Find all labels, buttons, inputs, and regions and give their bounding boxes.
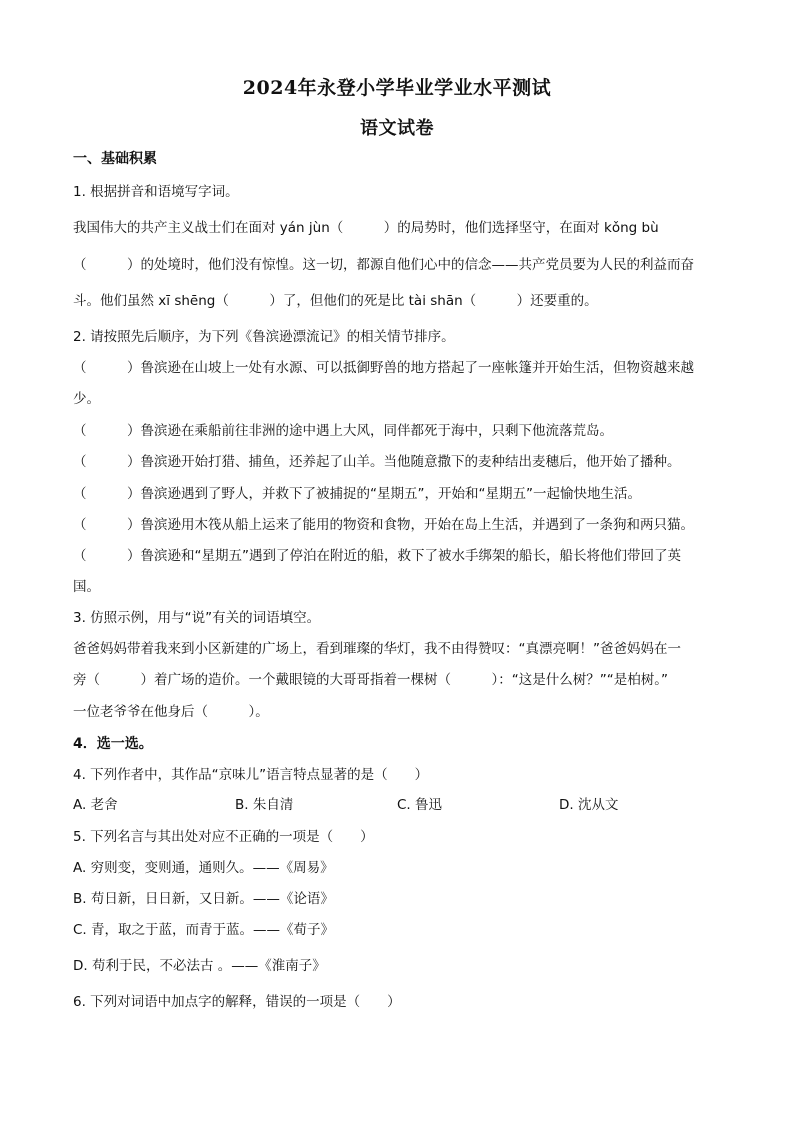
section-heading-choose: 4．选一选。 (73, 736, 153, 752)
question-2-item: （ ）鲁滨逊用木筏从船上运来了能用的物资和食物，开始在岛上生活，并遇到了一条狗和两只猫。 (73, 517, 694, 533)
question-3-stem: 3. 仿照示例，用与“说”有关的词语填空。 (73, 610, 321, 626)
question-2-item: （ ）鲁滨逊开始打猎、捕鱼，还养起了山羊。当他随意撒下的麦种结出麦穗后，他开始了播种。 (73, 454, 681, 470)
question-3-text-line: 一位老爷爷在他身后（ ）。 (73, 704, 269, 720)
question-6-stem: 6. 下列对词语中加点字的解释，错误的一项是（ ） (73, 994, 401, 1010)
question-5-stem: 5. 下列名言与其出处对应不正确的一项是（ ） (73, 829, 374, 845)
question-5-option-c: C. 青，取之于蓝，而青于蓝。——《荀子》 (73, 922, 335, 938)
question-1-text-line: 我国伟大的共产主义战士们在面对 yán jùn（ ）的局势时，他们选择坚守，在面对 kǒng bù (73, 220, 659, 236)
question-2-item: 国。 (73, 579, 100, 595)
question-4-stem: 4. 下列作者中，其作品“京味儿”语言特点显著的是（ ） (73, 767, 429, 783)
exam-subtitle: 语文试卷 (360, 118, 434, 139)
exam-title: 2024年永登小学毕业学业水平测试 (242, 77, 552, 99)
question-2-item: （ ）鲁滨逊在山坡上一处有水源、可以抵御野兽的地方搭起了一座帐篷并开始生活，但物资越来越 (73, 360, 694, 376)
question-1-stem: 1. 根据拼音和语境写字词。 (73, 184, 239, 200)
question-1-text-line: 斗。他们虽然 xī shēng（ ）了，但他们的死是比 tài shān（ ）还要重的。 (73, 293, 598, 309)
section-heading-basics: 一、基础积累 (73, 151, 157, 167)
question-2-item: （ ）鲁滨逊在乘船前往非洲的途中遇上大风，同伴都死于海中，只剩下他流落荒岛。 (73, 423, 613, 439)
question-2-item: 少。 (73, 391, 100, 407)
question-4-option-b: B. 朱自清 (235, 797, 294, 813)
question-4-option-d: D. 沈从文 (559, 797, 619, 813)
question-5-option-d: D. 苟利于民，不必法古 。——《淮南子》 (73, 958, 326, 974)
question-4-option-a: A. 老舍 (73, 797, 118, 813)
question-2-item: （ ）鲁滨逊遇到了野人，并救下了被捕捉的“星期五”，开始和“星期五”一起愉快地生活。 (73, 486, 641, 502)
question-2-item: （ ）鲁滨逊和“星期五”遇到了停泊在附近的船，救下了被水手绑架的船长，船长将他们带回了英 (73, 548, 681, 564)
question-1-text-line: （ ）的处境时，他们没有惊惶。这一切，都源自他们心中的信念——共产党员要为人民的利益而奋 (73, 257, 694, 273)
question-2-stem: 2. 请按照先后顺序，为下列《鲁滨逊漂流记》的相关情节排序。 (73, 329, 455, 345)
question-5-option-a: A. 穷则变，变则通，通则久。——《周易》 (73, 860, 334, 876)
question-3-text-line: 爸爸妈妈带着我来到小区新建的广场上，看到璀璨的华灯，我不由得赞叹：“真漂亮啊！”爸爸妈妈在一 (73, 641, 681, 657)
question-3-text-line: 旁（ ）着广场的造价。一个戴眼镜的大哥哥指着一棵树（ ）：“这是什么树？”“是柏树。” (73, 672, 668, 688)
question-5-option-b: B. 苟日新，日日新，又日新。——《论语》 (73, 891, 334, 907)
question-4-option-c: C. 鲁迅 (397, 797, 443, 813)
